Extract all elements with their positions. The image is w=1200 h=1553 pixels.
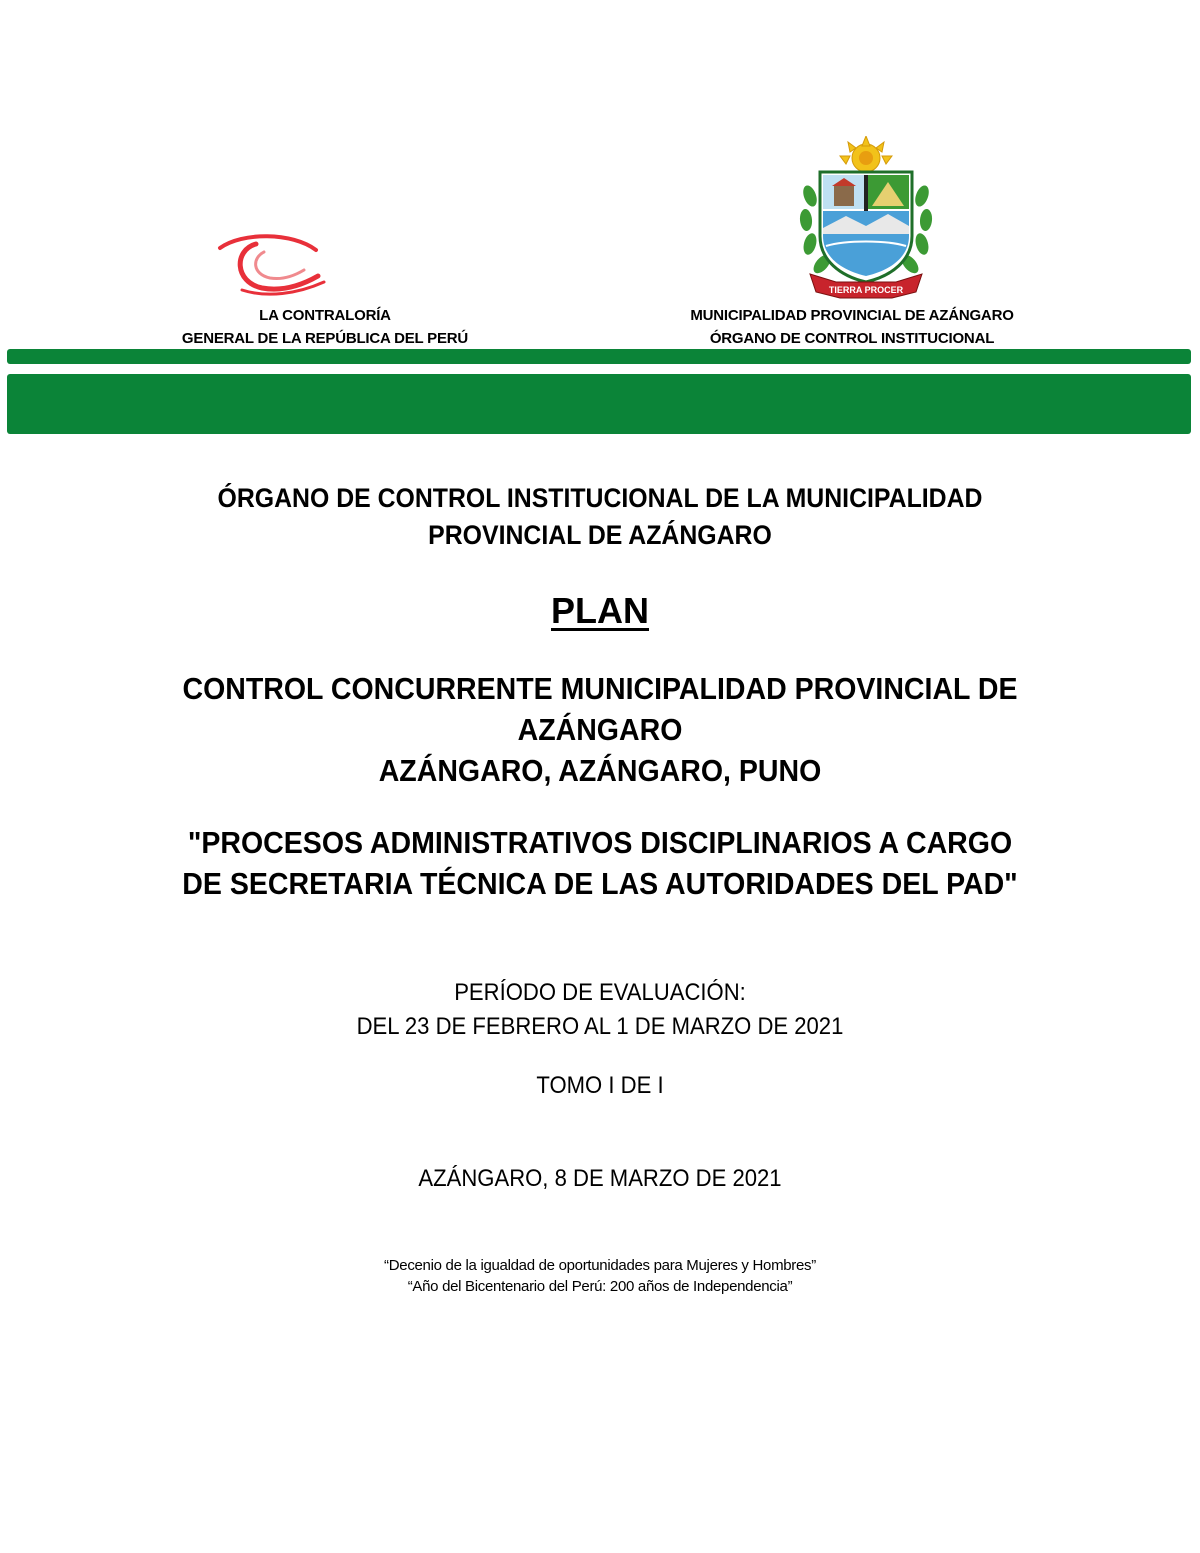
contraloria-name-line1: LA CONTRALORÍA [259,307,391,324]
process-title [140,822,1060,904]
process-title-line2: DE SECRETARIA TÉCNICA DE LAS AUTORIDADES DEL PAD" [182,866,1018,901]
organization-title [140,480,1060,554]
motto-line1: “Decenio de la igualdad de oportunidades para Mujeres y Hombres” [384,1257,816,1274]
official-motto [100,1255,1100,1297]
contraloria-logo-icon [212,232,330,302]
control-title-line1: CONTROL CONCURRENTE MUNICIPALIDAD PROVINCIAL DE [182,671,1018,706]
contraloria-institution-name [140,304,510,350]
header-band-thick [7,374,1191,434]
organization-title-line2: PROVINCIAL DE AZÁNGARO [428,520,772,550]
evaluation-period-label: PERÍODO DE EVALUACIÓN: [454,979,746,1006]
volume-label: TOMO I DE I [536,1072,664,1099]
control-title-line3: AZÁNGARO, AZÁNGARO, PUNO [378,753,822,788]
organization-title-line1: ÓRGANO DE CONTROL INSTITUCIONAL DE LA MUNICIPALIDAD [217,483,983,513]
control-title-line2: AZÁNGARO [517,712,683,747]
municipal-institution-name [660,304,1044,350]
control-title [140,668,1060,791]
municipal-name-line2: ÓRGANO DE CONTROL INSTITUCIONAL [709,330,995,347]
contraloria-name-line2: GENERAL DE LA REPÚBLICA DEL PERÚ [181,330,469,347]
evaluation-period [140,976,1060,1044]
motto-line2: “Año del Bicentenario del Perú: 200 años de Independencia” [407,1278,793,1295]
svg-text:TIERRA PROCER: TIERRA PROCER [828,285,904,295]
evaluation-period-range: DEL 23 DE FEBRERO AL 1 DE MARZO DE 2021 [356,1013,844,1040]
plan-heading: PLAN [551,590,649,631]
municipal-coat-of-arms-icon [796,136,936,302]
header-band-thin [7,349,1191,364]
process-title-line1: "PROCESOS ADMINISTRATIVOS DISCIPLINARIOS A CARGO [187,825,1013,860]
municipal-name-line1: MUNICIPALIDAD PROVINCIAL DE AZÁNGARO [690,307,1014,324]
place-and-date: AZÁNGARO, 8 DE MARZO DE 2021 [418,1165,782,1192]
